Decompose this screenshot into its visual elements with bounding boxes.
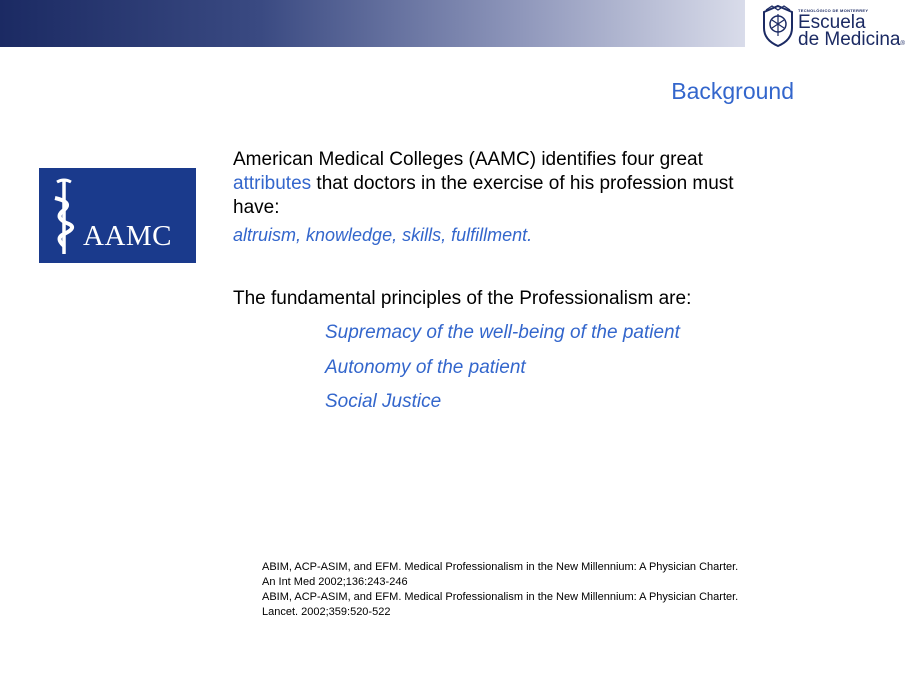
logo-line2 [798,30,905,54]
slide-title: Background [671,78,794,104]
aamc-logo-text: AAMC [83,220,173,252]
header-gradient-bar [0,0,745,47]
principle-item: Supremacy of the well-being of the patient [325,322,680,343]
intro-text-2: that doctors in the exercise of his profession must have: [233,173,734,218]
intro-text-1: American Medical Colleges (AAMC) identifies four great [233,149,703,170]
intro-attributes-word: attributes [233,173,312,194]
reference-line: ABIM, ACP-ASIM, and EFM. Medical Professionalism in the New Millennium: A Physician Charter. [262,561,739,573]
logo-line2-text: de Medicina [798,29,901,50]
principle-item: Autonomy of the patient [325,357,526,378]
caduceus-icon [47,176,81,256]
crest-icon [760,4,796,48]
intro-paragraph [233,148,753,220]
registered-mark: ® [900,41,905,47]
escuela-de-medicina-logo [755,2,905,50]
reference-line: An Int Med 2002;136:243-246 [262,576,408,588]
reference-line: ABIM, ACP-ASIM, and EFM. Medical Professionalism in the New Millennium: A Physician Charter. [262,591,739,603]
principle-item: Social Justice [325,391,442,412]
aamc-logo [39,168,196,263]
attributes-list: altruism, knowledge, skills, fulfillment. [233,225,533,245]
logo-small-text: TECNOLÓGICO DE MONTERREY [798,8,869,13]
logo-line1: Escuela [798,12,866,33]
reference-line: Lancet. 2002;359:520-522 [262,606,391,618]
principles-heading: The fundamental principles of the Professionalism are: [233,288,692,309]
